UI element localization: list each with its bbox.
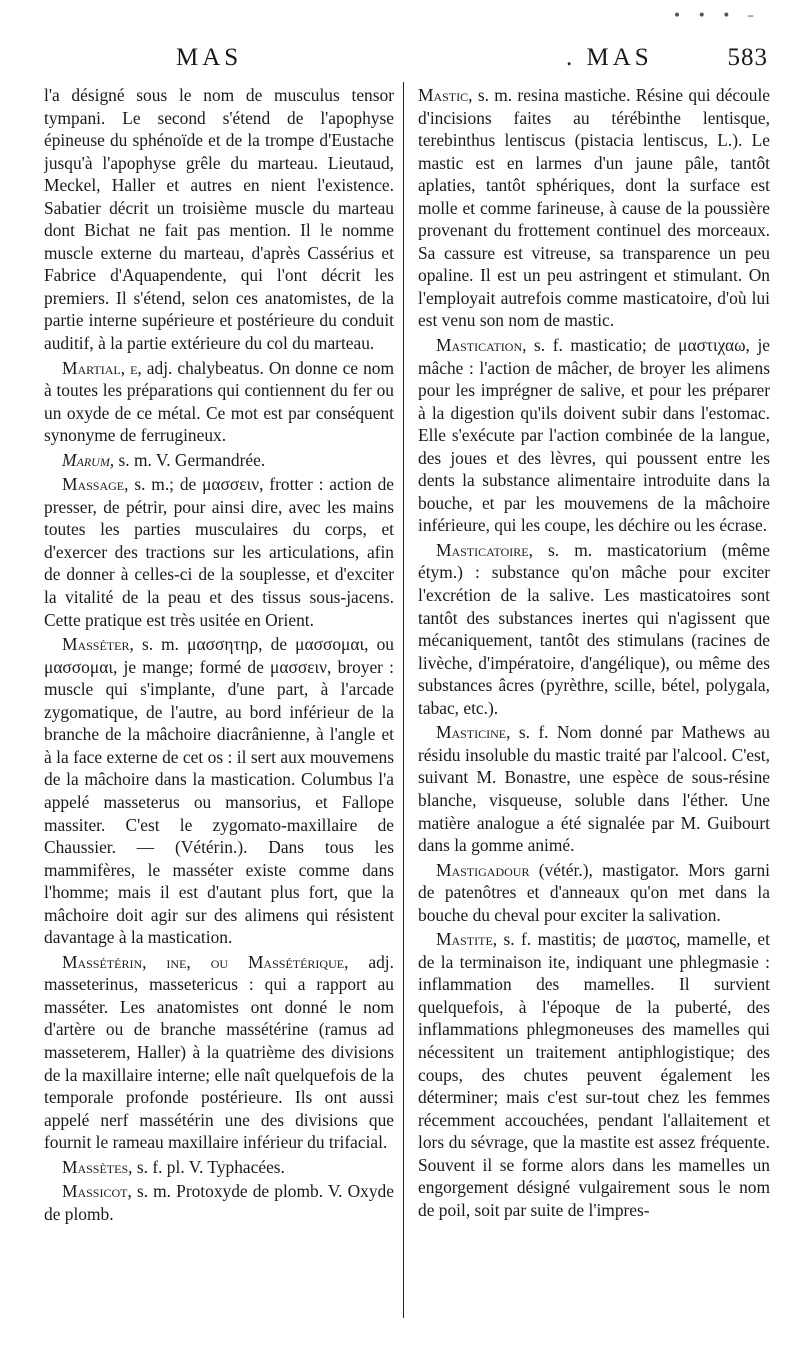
entry-headword: Mastite, — [436, 929, 498, 950]
entry-headword: Masticatoire, — [436, 539, 533, 560]
entry-headword: Mastic, — [418, 85, 473, 105]
entry-headword: Massétérin, ine, ou Massétérique, — [62, 951, 349, 972]
column-divider — [403, 82, 404, 1318]
entry-massicot: Massicot, s. m. Protoxyde de plomb. V. Oxyde de plomb. — [44, 1181, 394, 1224]
entry-masseterin: Massétérin, ine, ou Massétérique, adj. masseterinus, massetericus : qui a rapport au masséter. Les anatomistes ont donné le nom d'artère ou de branche massétérine (ramus ad masseterem, Haller) à la quatrième des divisions de la maxillaire interne; elle naît quelquefois de la temporale profonde postérieure. Ils ont aussi appelé nerf massétérin une des divisions que fournit le rameau maxillaire inférieur du trifacial. — [44, 951, 394, 1153]
entry-headword: Masséter, — [62, 634, 134, 655]
top-marks: • • • – — [672, 8, 760, 24]
entry-mastite: Mastite, s. f. mastitis; de μαστος, mamelle, et de la terminaison ite, indiquant une phlegmasie : inflammation des mamelles. Il survient quelquefois, à l'époque de la puberté, des inflammations phlegmoneuses des mamelles qui nécessitent un traitement antiphlogistique; des coups, des chutes peuvent également les déterminer; mais c'est sur-tout chez les femmes récemment accouchées, pendant l'allaitement et lors du sévrage, que la mastite est assez fréquente. Souvent il se forme alors dans les mamelles un engorgement désigné vulgairement sous le nom de poil, soit par suite de l'impres- — [418, 929, 770, 1220]
entry-masseter: Masséter, s. m. μασσητηρ, de μασσομαι, ou μασσομαι, je mange; formé de μασσειν, broyer : muscle qui s'implante, d'une part, à l'arcade zygomatique, de l'autre, au bord inférieur de la branche de la mâchoire diacrânienne, à l'angle et à la face externe de cet os : il sert aux mouvemens de la mâchoire dans la mastication. Columbus l'a appelé masseterus ou mansorius, et Fallope massiter. C'est le zygomato-maxillaire de Chaussier. — (Vétérin.). Dans tous les mammifères, le masséter existe comme dans l'homme; mais il est d'autant plus fort, que la mâchoire doit agir sur des alimens qui résistent davantage à la mastication. — [44, 634, 394, 948]
right-column — [418, 84, 770, 1316]
page-header — [36, 44, 772, 84]
entry-headword: Masticine, — [436, 722, 511, 743]
entry-massage: Massage, s. m.; de μασσειν, frotter : action de presser, de pétrir, pour ainsi dire, avec les mains toutes les parties musculaires du corps, et d'exercer des tractions sur les articulations, afin de donner à celles-ci de la souplesse, et d'exciter la vitalité de la peau et des tissus sous-jacens. Cette pratique est très usitée en Orient. — [44, 474, 394, 630]
running-head-right: . MAS — [566, 44, 653, 71]
entry-massetes: Massètes, s. f. pl. V. Typhacées. — [62, 1156, 285, 1177]
entry-mastigadour: Mastigadour (vétér.), mastigator. Mors garni de patenôtres et d'anneaux qu'on met dans la bouche du cheval pour exciter la salivation. — [418, 859, 770, 925]
page-number: 583 — [727, 44, 768, 71]
entry-headword: Massicot, — [62, 1181, 132, 1202]
running-head-left: MAS — [176, 44, 243, 71]
entry-headword: Massètes, — [62, 1156, 133, 1177]
entry-masticatoire: Masticatoire, s. m. masticatorium (même étym.) : substance qu'on mâche pour exciter l'excrétion de la salive. Les masticatoires sont tantôt des substances inertes qui n'agissent que mécaniquement, tantôt des stimulans (racines de livèche, d'impératoire, d'angélique), ou même des substances âcres (pyrèthre, scille, bétel, polygala, tabac, etc.). — [418, 539, 770, 718]
entry-martial: Martial, e, adj. chalybeatus. On donne ce nom à toutes les préparations qui contiennent du fer ou un oxyde de ce métal. Ce mot est par conséquent synonyme de ferrugineux. — [44, 357, 394, 446]
entry-headword: Massage, — [62, 474, 129, 495]
entry-headword: Mastication, — [436, 335, 527, 356]
left-column — [44, 84, 394, 1316]
entry-0: l'a désigné sous le nom de musculus tensor tympani. Le second s'étend de l'apophyse épineuse du sphénoïde et de la trompe d'Eustache jusqu'à l'apophyse grêle du marteau. Lieutaud, Meckel, Haller et autres en nient l'existence. Sabatier décrit un troisième muscle du marteau dont Bichat ne fait pas mention. Il le nomme muscle externe du marteau, d'après Cassérius et Fabrice d'Aquapendente, qui l'ont décrit les premiers. Il s'étend, selon ces anatomistes, de la partie interne supérieure et postérieure du conduit auditif, à la partie extérieure du col du marteau. — [44, 85, 394, 354]
entry-headword: Martial, e, — [62, 357, 142, 378]
entry-headword: Marum, — [62, 449, 115, 470]
entry-marum: Marum, s. m. V. Germandrée. — [62, 449, 266, 470]
entry-mastication: Mastication, s. f. masticatio; de μαστιχαω, je mâche : l'action de mâcher, de broyer les alimens pour les imprégner de salive, et pour les préparer à la digestion qu'ils doivent subir dans l'estomac. Elle s'exécute par l'action combinée de la langue, des joues et des lèvres, qui poussent entre les dents la substance alimentaire introduite dans la bouche, et par les mouvemens de la mâchoire inférieure, qui les coupe, les déchire ou les écrase. — [418, 335, 770, 536]
entry-headword: Mastigadour — [436, 859, 530, 880]
entry-mastic: Mastic, s. m. resina mastiche. Résine qui découle d'incisions faites au térébinthe lentisque, terebinthus lentiscus (pistacia lentiscus, L.). Le mastic est en larmes d'un jaune pâle, tantôt aplaties, tantôt sphériques, dont la surface est molle et comme farineuse, à cause de la poussière provenant du frottement continuel des morceaux. Sa cassure est vitreuse, sa transparence un peu opaline. Il est un peu astringent et stimulant. On l'employait autrefois comme masticatoire, d'où lui est venu son nom de mastic. — [418, 85, 770, 331]
entry-masticine: Masticine, s. f. Nom donné par Mathews au résidu insoluble du mastic traité par l'alcool. C'est, suivant M. Bonastre, une espèce de sous-résine blanche, visqueuse, soluble dans l'éther. Une matière analogue a été signalée par M. Guibourt dans la gomme animé. — [418, 722, 770, 856]
